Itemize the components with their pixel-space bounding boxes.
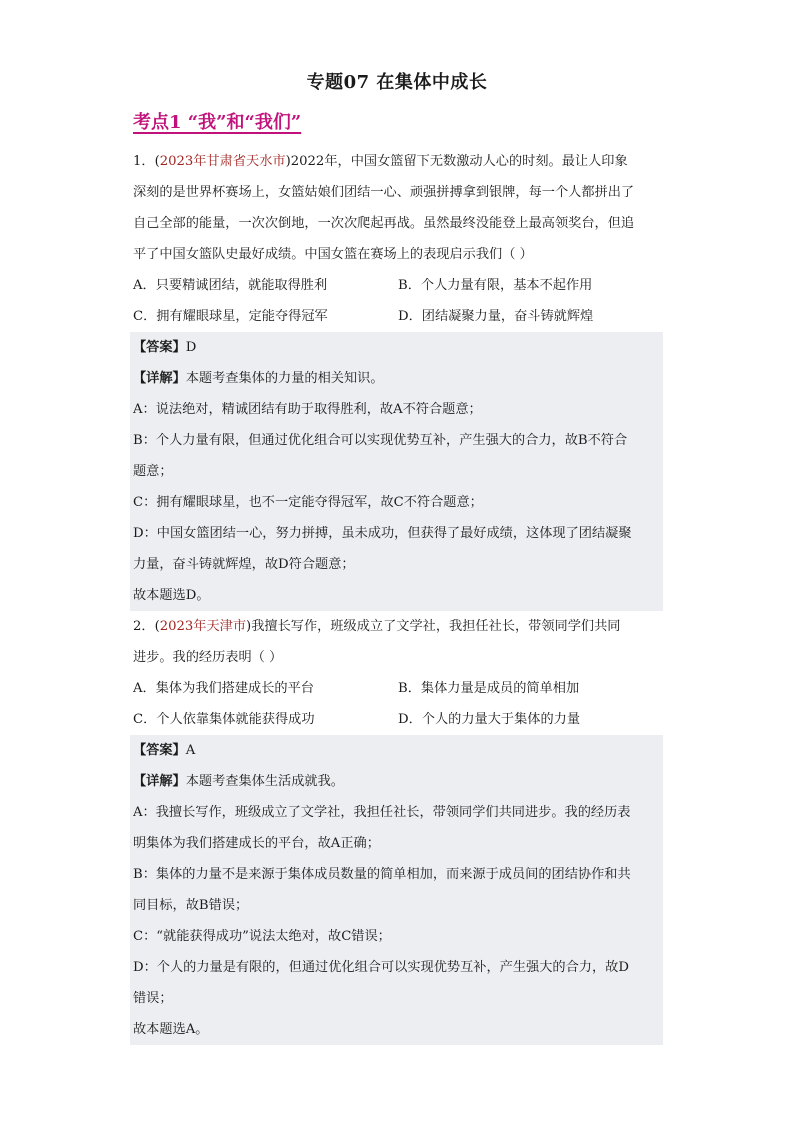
detail-intro: 本题考查集体生活成就我。	[185, 774, 344, 789]
question-stem-line: 自己全部的能量，一次次倒地，一次次爬起再战。虽然最终没能登上最高领奖台，但追	[133, 216, 635, 231]
answer-value: A	[185, 743, 196, 758]
detail-text: 明集体为我们搭建成长的平台，故A正确；	[133, 836, 380, 851]
options-row	[133, 270, 663, 301]
question-number: 2．(	[133, 619, 160, 634]
detail-label: 【详解】	[133, 371, 186, 386]
option-d: D．个人的力量大于集体的力量	[398, 712, 581, 727]
detail-text: 题意；	[133, 464, 173, 479]
option-a: A．集体为我们搭建成长的平台	[133, 681, 314, 696]
option-c: C．个人依靠集体就能获得成功	[133, 712, 315, 727]
question-2	[133, 611, 663, 1045]
answer-line	[133, 735, 663, 766]
options-row	[133, 673, 663, 704]
detail-line	[133, 766, 663, 797]
question-1	[133, 146, 663, 611]
question-stem-line	[133, 611, 663, 642]
option-b: B．个人力量有限，基本不起作用	[398, 278, 593, 293]
answer-value: D	[185, 340, 197, 355]
stem-text: 我擅长写作，班级成立了文学社，我担任社长，带领同学们共同	[251, 619, 621, 634]
detail-text: 故本题选D。	[133, 588, 210, 603]
answer-line	[133, 332, 663, 363]
detail-line	[133, 363, 663, 394]
answer-block	[130, 735, 663, 1045]
answer-label: 【答案】	[133, 743, 186, 758]
source-close: )	[285, 154, 291, 169]
question-source: 2023年天津市	[159, 619, 247, 634]
question-list	[133, 146, 663, 1045]
detail-text: A：我擅长写作，班级成立了文学社，我担任社长，带领同学们共同进步。我的经历表	[133, 805, 631, 820]
detail-text: 力量，奋斗铸就辉煌，故D符合题意；	[133, 557, 355, 572]
detail-text: 同目标，故B错误；	[133, 898, 249, 913]
option-a: A．只要精诚团结，就能取得胜利	[133, 278, 328, 293]
option-b: B．集体力量是成员的简单相加	[398, 681, 580, 696]
detail-text: B：个人力量有限，但通过优化组合可以实现优势互补，产生强大的合力，故B不符合	[133, 433, 628, 448]
question-stem-line	[133, 146, 663, 177]
question-number: 1．(	[133, 154, 160, 169]
detail-text: 错误；	[133, 991, 173, 1006]
detail-text: 故本题选A。	[133, 1022, 209, 1037]
options-row	[133, 704, 663, 735]
detail-label: 【详解】	[133, 774, 186, 789]
option-c: C．拥有耀眼球星，定能夺得冠军	[133, 309, 328, 324]
detail-text: B：集体的力量不是来源于集体成员数量的简单相加，而来源于成员间的团结协作和共	[133, 867, 631, 882]
question-stem-line: 深刻的是世界杯赛场上，女篮姑娘们团结一心、顽强拼搏拿到银牌，每一个人都拼出了	[133, 185, 635, 200]
option-d: D．团结凝聚力量，奋斗铸就辉煌	[398, 309, 594, 324]
detail-intro: 本题考查集体的力量的相关知识。	[185, 371, 384, 386]
detail-text: A：说法绝对，精诚团结有助于取得胜利，故A不符合题意；	[133, 402, 482, 417]
answer-block	[130, 332, 663, 611]
question-stem-line: 平了中国女篮队史最好成绩。中国女篮在赛场上的表现启示我们（ ）	[133, 247, 533, 262]
stem-text: 2022年，中国女篮留下无数激动人心的时刻。最让人印象	[290, 154, 628, 169]
options-row	[133, 301, 663, 332]
source-close: )	[246, 619, 252, 634]
page-title: 专题07 在集体中成长	[306, 72, 488, 93]
section-heading: 考点1 “我”和“我们”	[133, 112, 302, 133]
detail-text: C：拥有耀眼球星，也不一定能夺得冠军，故C不符合题意；	[133, 495, 483, 510]
question-stem-line: 进步。我的经历表明（ ）	[133, 650, 283, 665]
detail-text: D：个人的力量是有限的，但通过优化组合可以实现优势互补，产生强大的合力，故D	[133, 960, 629, 975]
detail-text: D：中国女篮团结一心，努力拼搏，虽未成功，但获得了最好成绩，这体现了团结凝聚	[133, 526, 632, 541]
answer-label: 【答案】	[133, 340, 186, 355]
question-source: 2023年甘肃省天水市	[159, 154, 286, 169]
detail-text: C：“就能获得成功”说法太绝对，故C错误；	[133, 929, 391, 944]
